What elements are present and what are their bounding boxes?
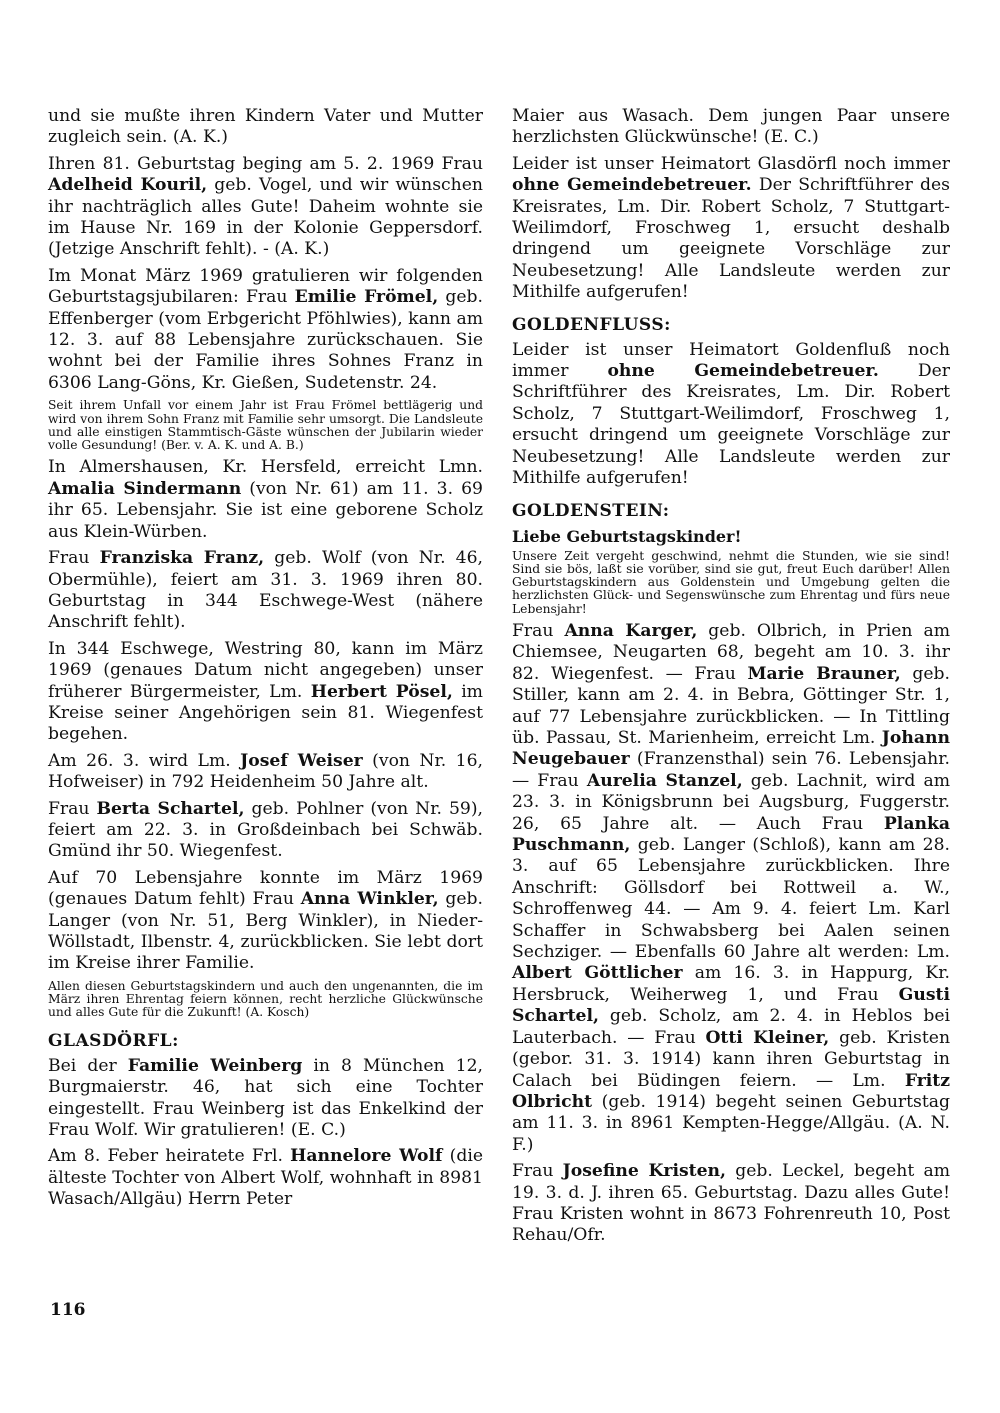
text: In Almershausen, Kr. Hersfeld, erreicht Lmn. (48, 457, 483, 478)
paragraph-maier: Maier aus Wasach. Dem jungen Paar unsere herzlichsten Glückwünsche! (E. C.) (512, 106, 950, 148)
paragraph-weiser (48, 751, 483, 794)
page-number: 116 (50, 1300, 86, 1320)
text: In 344 Eschwege, Westring 80, kann im März 1969 (genaues Datum nicht angegeben) unser früherer Bürgermeister, Lm. (48, 638, 483, 702)
text: am 16. 3. in Happurg, Kr. Hersbruck, Weiherweg 1, und Frau (512, 963, 950, 1005)
paragraph-froemel (48, 266, 483, 394)
text: Der Schriftführer des Kreisrates, Lm. Dir. Robert Scholz, 7 Stuttgart-Weilimdorf, Froschweg 1, ersucht dringend um geeignete Vorschläge zur Neubesetzung! Alle Landsleute werden zur Mithilfe aufgerufen! (512, 361, 950, 489)
text: Frau (512, 620, 565, 641)
paragraph-kinder: und sie mußte ihren Kindern Vater und Mutter zugleich sein. (A. K.) (48, 106, 483, 148)
name-familie-weinberg: Familie Weinberg (127, 1055, 303, 1076)
name-otti-kleiner: Otti Kleiner, (705, 1027, 830, 1048)
text: Am 26. 3. wird Lm. (48, 750, 241, 771)
paragraph-franz (48, 548, 483, 634)
text: geb. Effenberger (vom Erbgericht Pföhlwies), kann am 12. 3. auf 88 Lebensjahre zurückschauen. Sie wohnt bei der Familie ihres Sohnes Franz in 6306 Lang-Göns, Kr. Gießen, Sudetenstr. 24. (48, 287, 483, 393)
text: Am 8. Feber heiratete Frl. (48, 1146, 291, 1167)
text: Frau (48, 798, 97, 819)
text: geb. Scholz, am 2. 4. in Heblos bei Lauterbach. — Frau (512, 1006, 950, 1048)
text: (geb. 1914) begeht seinen Geburtstag am 11. 3. in 8961 Kempten-Hegge/Allgäu. (A. N. F.) (512, 1091, 950, 1155)
name-johann-neugebauer: Johann Neugebauer (512, 728, 950, 770)
text: geb. Leckel, begeht am 19. 3. d. J. ihren 65. Geburtstag. Dazu alles Gute! Frau Kristen wohnt in 8673 Fohrenreuth 10, Post Rehau/Ofr. (512, 1161, 950, 1246)
name-josefine-kristen: Josefine Kristen, (562, 1161, 727, 1182)
name-herbert-poesel: Herbert Pösel, (310, 681, 453, 702)
subheading-geburtstagskinder: Liebe Geburtstagskinder! (512, 526, 742, 546)
paragraph-schartel (48, 799, 483, 863)
text: geb. Olbrich, in Prien am Chiemsee, Neugarten 68, begeht am 10. 3. ihr 82. Wiegenfest. — Frau (512, 620, 950, 684)
text: in 8 München 12, Burgmaierstr. 46, hat sich eine Tochter eingestellt. Frau Weinberg ist das Enkelkind der Frau Wolf. Wir gratulieren! (E. C.) (48, 1055, 483, 1140)
text: Leider ist unser Heimatort Goldenfluß noch immer (512, 339, 950, 382)
name-albert-goettlicher: Albert Göttlicher (512, 963, 683, 984)
text: geb. Wolf (von Nr. 46, Obermühle), feiert am 31. 3. 1969 ihren 80. Geburtstag in 344 Eschwege-West (nähere Anschrift fehlt). (48, 548, 483, 633)
text: Auf 70 Lebensjahre konnte im März 1969 (genaues Datum fehlt) Frau (48, 867, 483, 910)
text: Ihren 81. Geburtstag beging am 5. 2. 1969 Frau (48, 153, 483, 174)
name-gusti-schartel: Gusti Schartel, (512, 984, 950, 1027)
paragraph-glasdoerfl-betreuer (512, 154, 950, 304)
left-column (48, 106, 483, 1216)
text: Bei der (48, 1055, 128, 1076)
right-column (512, 106, 950, 1252)
name-marie-brauner: Marie Brauner, (747, 663, 901, 684)
paragraph-wolf (48, 1146, 483, 1210)
name-berta-schartel: Berta Schartel, (96, 798, 245, 819)
text: geb. Langer (Schloß), kann am 28. 3. auf 65 Lebensjahre zurückblicken. Ihre Anschrift: Göllsdorf bei Rottweil a. W., Schroffenweg 44. — Am 9. 4. feiert Lm. Karl Schaffer in Schwabsberg bei Aalen seinen Sechziger. — Ebenfalls 60 Jahre alt werden: Lm. (512, 835, 950, 963)
heading-goldenstein: GOLDENSTEIN: (512, 500, 670, 521)
note-froemel: Seit ihrem Unfall vor einem Jahr ist Frau Frömel bettlägerig und wird von ihrem Sohn Franz mit Familie sehr umsorgt. Die Landsleute und alle einstigen Stammtisch-Gäste wünschen der Jubilarin wieder volle Gesundung! (Ber. v. A. K. und A. B.) (48, 398, 483, 453)
text: geb. Vogel, und wir wünschen ihr nachträglich alles Gute! Daheim wohnte sie im Hause Nr. 169 in der Kolonie Geppersdorf. (Jetzige Anschrift fehlt). - (A. K.) (48, 175, 483, 260)
paragraph-weinberg (48, 1056, 483, 1142)
text: geb. Lachnit, wird am 23. 3. in Königsbrunn bei Augsburg, Fuggerstr. 26, 65 Jahre alt. — Auch Frau (512, 770, 951, 834)
text: Der Schriftführer des Kreisrates, Lm. Dir. Robert Scholz, 7 Stuttgart-Weilimdorf, Froschweg 1, ersucht deshalb dringend um geeignete Vorschläge zur Neubesetzung! Alle Landsleute werden zur Mithilfe aufgerufen! (512, 175, 950, 303)
heading-goldenfluss: GOLDENFLUSS: (512, 314, 671, 335)
heading-glasdoerfl: GLASDÖRFL: (48, 1030, 179, 1051)
name-fritz-olbricht: Fritz Olbricht (512, 1070, 950, 1112)
name-anna-karger: Anna Karger, (564, 620, 698, 641)
text: geb. Kristen (gebor. 31. 3. 1914) kann ihren Geburtstag in Calach bei Büdingen feiern. — Lm. (512, 1027, 951, 1091)
paragraph-kristen (512, 1161, 950, 1247)
paragraph-winkler (48, 868, 483, 975)
name-amalia-sindermann: Amalia Sindermann (48, 478, 242, 499)
text: (von Nr. 61) am 11. 3. 69 ihr 65. Lebensjahr. Sie ist eine geborene Scholz aus Klein-Würben. (48, 478, 483, 542)
text: geb. Langer (von Nr. 51, Berg Winkler), in Nieder-Wöllstadt, Ilbenstr. 4, zurückblicken. Sie lebt dort im Kreise ihrer Familie. (48, 889, 483, 974)
name-adelheid-kouril: Adelheid Kouril, (48, 175, 208, 196)
text: im Kreise seiner Angehörigen sein 81. Wiegenfest begehen. (48, 681, 483, 745)
name-anna-winkler: Anna Winkler, (300, 889, 439, 910)
name-josef-weiser: Josef Weiser (240, 750, 363, 771)
text: Im Monat März 1969 gratulieren wir folgenden Geburtstagsjubilaren: Frau (48, 265, 483, 308)
paragraph-goldenfluss-betreuer (512, 340, 950, 490)
text: Leider ist unser Heimatort Glasdörfl noch immer (512, 153, 950, 174)
text: (Franzensthal) sein 76. Lebensjahr. — Frau (512, 749, 950, 791)
paragraph-poesel (48, 639, 483, 746)
text: (die älteste Tochter von Albert Wolf, wohnhaft in 8981 Wasach/Allgäu) Herrn Peter (48, 1146, 483, 1210)
paragraph-kouril (48, 154, 483, 261)
text: Frau (48, 548, 100, 569)
name-hannelore-wolf: Hannelore Wolf (290, 1146, 443, 1167)
note-kosch: Allen diesen Geburtstagskindern und auch den ungenannten, die im März ihren Ehrentag feiern können, recht herzliche Glückwünsche und alles Gute für die Zukunft! (A. Kosch) (48, 978, 483, 1020)
name-franziska-franz: Franziska Franz, (99, 548, 265, 569)
bold-ohne-gemeindebetreuer: ohne Gemeindebetreuer. (607, 361, 879, 382)
paragraph-sindermann (48, 457, 483, 543)
name-emilie-froemel: Emilie Frömel, (294, 287, 439, 308)
name-aurelia-stanzel: Aurelia Stanzel, (586, 770, 743, 791)
text: geb. Stiller, kann am 2. 4. in Bebra, Göttinger Str. 1, auf 77 Lebensjahre zurückblicken. — In Tittling üb. Passau, St. Marienheim, erreicht Lm. (512, 663, 950, 749)
bold-ohne-gemeindebetreuer: ohne Gemeindebetreuer. (512, 175, 752, 196)
paragraph-goldenstein-birthdays (512, 621, 950, 1156)
text: (von Nr. 16, Hofweiser) in 792 Heidenheim 50 Jahre alt. (48, 750, 483, 793)
name-planka-puschmann: Planka Puschmann, (512, 813, 950, 856)
note-goldenstein: Unsere Zeit vergeht geschwind, nehmt die Stunden, wie sie sind! Sind sie bös, laßt sie vorüber, sind sie gut, freut Euch darüber! Allen Geburtstagskindern aus Goldenstein und Umgebung gelten die herzlichsten Glück- und Segenswünsche zum Ehrentag und fürs neue Lebensjahr! (512, 548, 950, 616)
text: geb. Pohlner (von Nr. 59), feiert am 22. 3. in Großdeinbach bei Schwäb. Gmünd ihr 50. Wiegenfest. (48, 798, 484, 862)
text: Frau (512, 1161, 563, 1182)
